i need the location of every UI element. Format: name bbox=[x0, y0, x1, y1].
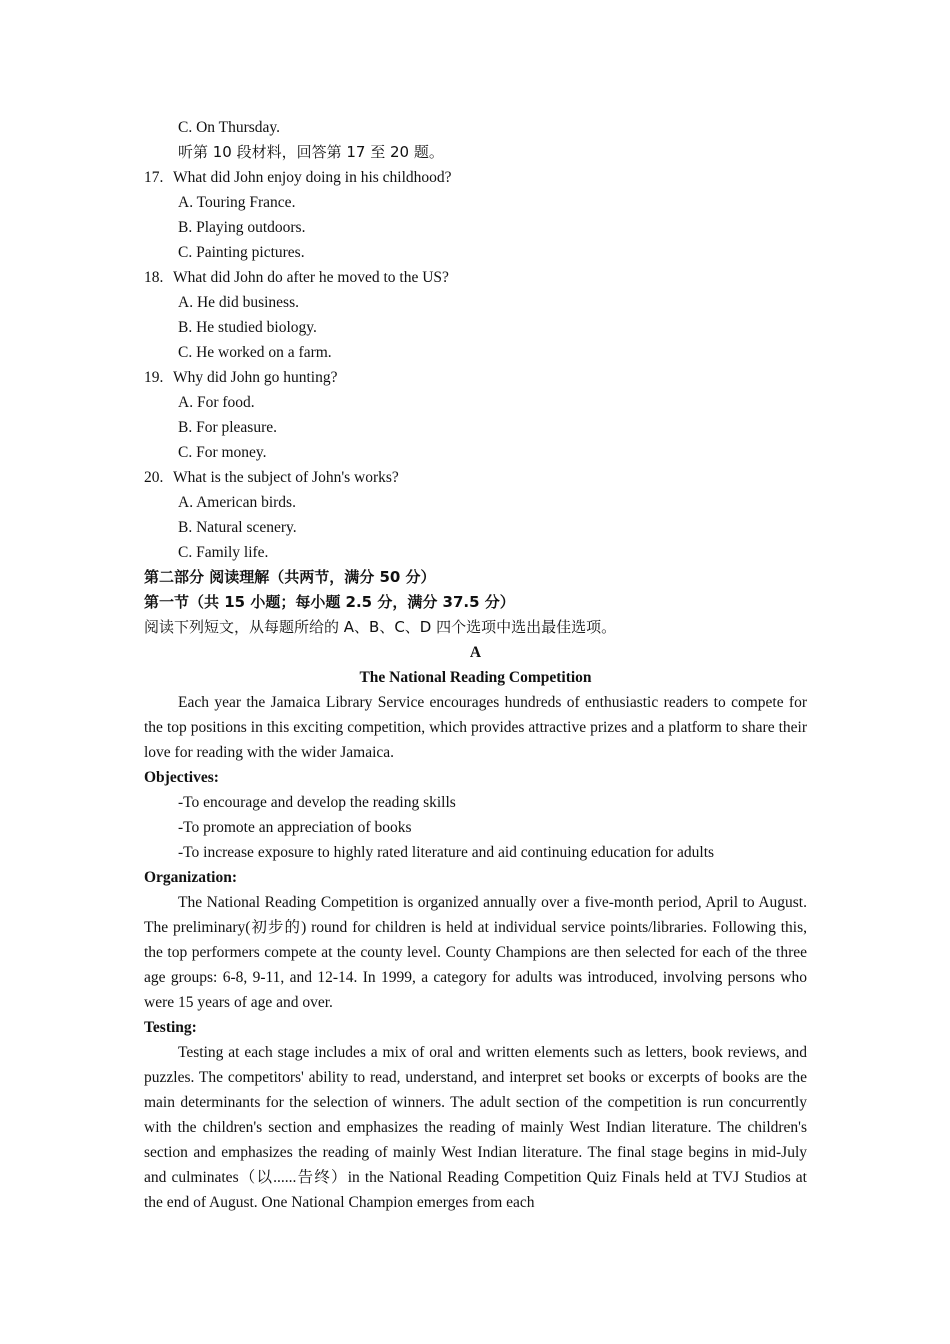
passage-title: The National Reading Competition bbox=[359, 669, 592, 686]
question bbox=[144, 165, 807, 190]
intro-paragraph: Each year the Jamaica Library Service encourages hundreds of enthusiastic readers to compete for the top positions in this exciting competition, which provides attractive prizes and a platform to share their love for reading with the wider Jamaica. bbox=[144, 694, 807, 761]
passage-letter: A bbox=[469, 644, 482, 661]
testing-heading: Testing: bbox=[144, 1019, 197, 1036]
option-text: B. For pleasure. bbox=[178, 419, 278, 436]
option-text: B. Playing outdoors. bbox=[178, 219, 306, 236]
option-text: C. He worked on a farm. bbox=[178, 344, 332, 361]
organization-heading: Organization: bbox=[144, 869, 237, 886]
question bbox=[144, 265, 807, 290]
option-text: C. For money. bbox=[178, 444, 267, 461]
testing-paragraph: Testing at each stage includes a mix of oral and written elements such as letters, book reviews, and puzzles. The competitors' ability to read, understand, and interpret set books or excerpts of books are the main determinants for the selection of winners. The adult section of the competition is run concurrently with the children's section and emphasizes the reading of mainly West Indian literature. The children's section and emphasizes the reading of mainly West Indian literature. The final stage begins in mid-July and culminates（以......告终）in the National Reading Competition Quiz Finals held at TVJ Studios at the end of August. One National Champion emerges from each bbox=[144, 1044, 807, 1211]
objective-item: -To encourage and develop the reading skills bbox=[178, 794, 456, 811]
section-title: 第一节（共 15 小题；每小题 2.5 分，满分 37.5 分） bbox=[144, 593, 515, 611]
option-text: C. Family life. bbox=[178, 544, 269, 561]
question-text: What did John do after he moved to the US? bbox=[173, 269, 449, 286]
option-text: A. He did business. bbox=[178, 294, 299, 311]
question-number: 18. bbox=[144, 269, 164, 286]
option-text: C. On Thursday. bbox=[178, 119, 281, 136]
objective-item: -To increase exposure to highly rated literature and aid continuing education for adults bbox=[178, 844, 715, 861]
option-text: A. American birds. bbox=[178, 494, 296, 511]
option-text: A. Touring France. bbox=[178, 194, 296, 211]
question-number: 19. bbox=[144, 369, 164, 386]
question-text: What did John enjoy doing in his childhood? bbox=[173, 169, 452, 186]
question-number: 17. bbox=[144, 169, 164, 186]
part-title: 第二部分 阅读理解（共两节，满分 50 分） bbox=[144, 568, 436, 586]
question-number: 20. bbox=[144, 469, 164, 486]
objective-item: -To promote an appreciation of books bbox=[178, 819, 412, 836]
option-text: B. He studied biology. bbox=[178, 319, 317, 336]
organization-paragraph: The National Reading Competition is organized annually over a five-month period, April to August. The preliminary(初步的) round for children is held at individual service points/libraries. Following this, the top performers compete at the county level. County Champions are then selected for each of the three age groups: 6-8, 9-11, and 12-14. In 1999, a category for adults was introduced, involving persons who were 15 years of age and over. bbox=[144, 894, 807, 1011]
question bbox=[144, 465, 807, 490]
option-text: C. Painting pictures. bbox=[178, 244, 305, 261]
option-text: B. Natural scenery. bbox=[178, 519, 297, 536]
question-text: What is the subject of John's works? bbox=[173, 469, 399, 486]
listening-instruction: 听第 10 段材料，回答第 17 至 20 题。 bbox=[178, 143, 444, 161]
reading-instruction: 阅读下列短文，从每题所给的 A、B、C、D 四个选项中选出最佳选项。 bbox=[144, 618, 617, 636]
document-page bbox=[144, 115, 807, 1215]
option-text: A. For food. bbox=[178, 394, 255, 411]
objectives-heading: Objectives: bbox=[144, 769, 219, 786]
question-text: Why did John go hunting? bbox=[173, 369, 338, 386]
question bbox=[144, 365, 807, 390]
